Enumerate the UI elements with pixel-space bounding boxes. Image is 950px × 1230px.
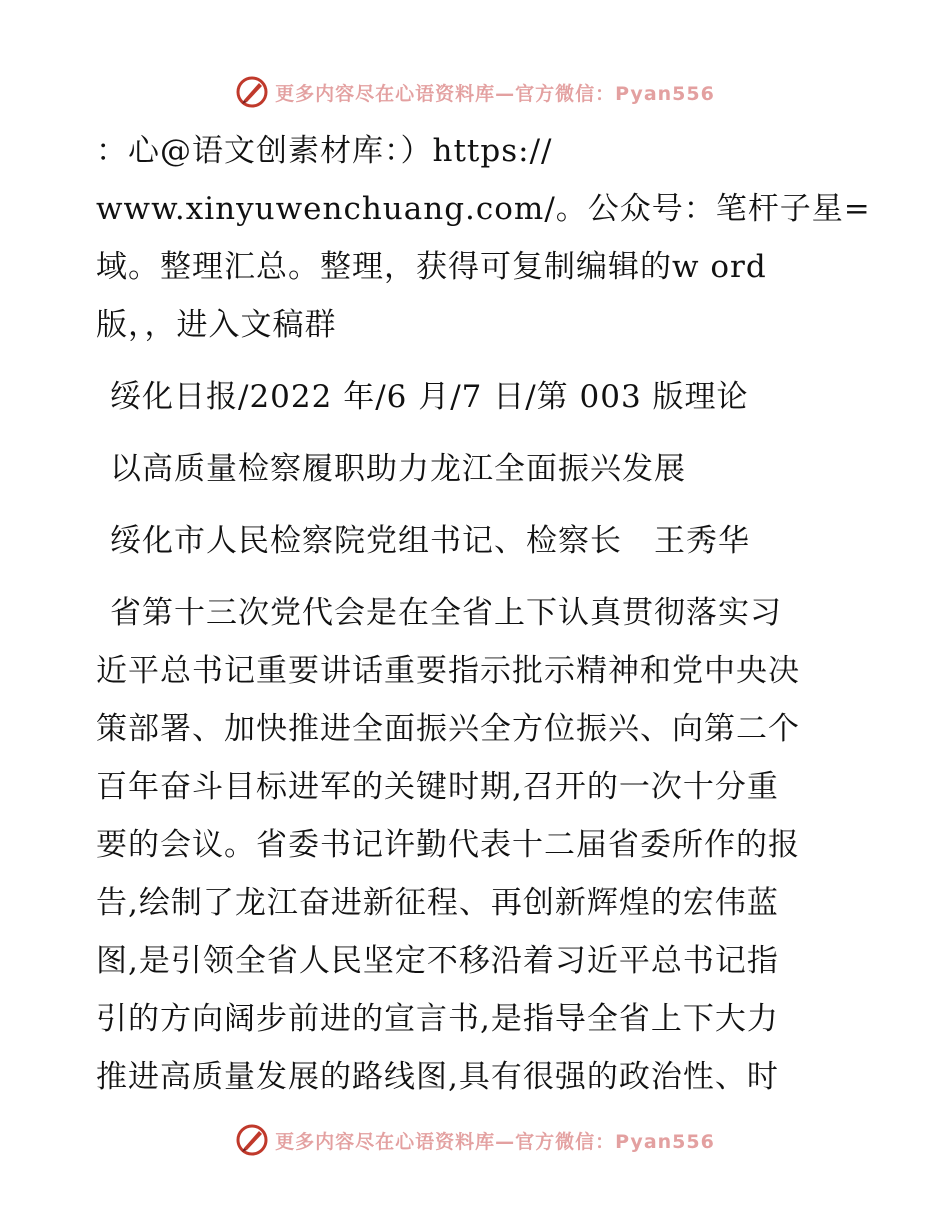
author-line: 绥化市人民检察院党组书记、检察长 王秀华	[110, 523, 750, 559]
body-line: 百年奋斗目标进军的关键时期,召开的一次十分重	[96, 769, 779, 805]
footer-banner-text: 更多内容尽在心语资料库—官方微信：Pyan556	[275, 1130, 715, 1153]
body-line: 推进高质量发展的路线图,具有很强的政治性、时	[96, 1059, 779, 1095]
footer-banner	[0, 1120, 950, 1160]
source-line: 绥化日报/2022 年/6 月/7 日/第 003 版理论	[110, 379, 749, 415]
article-title: 以高质量检察履职助力龙江全面振兴发展	[110, 451, 686, 487]
quill-pen-logo-icon	[235, 1123, 269, 1157]
intro-line: ：心@语文创素材库：）https://	[96, 133, 553, 169]
intro-line: www.xinyuwenchuang.com/。公众号：笔杆子星=	[96, 191, 871, 227]
header-banner-text: 更多内容尽在心语资料库—官方微信：Pyan556	[275, 82, 715, 105]
quill-pen-logo-icon	[235, 75, 269, 109]
intro-line: 版，，进入文稿群	[96, 307, 337, 343]
header-banner	[0, 72, 950, 112]
body-line: 告,绘制了龙江奋进新征程、再创新辉煌的宏伟蓝	[96, 885, 779, 921]
intro-line: 域。整理汇总。整理，获得可复制编辑的w ord	[96, 249, 767, 285]
body-line: 要的会议。省委书记许勤代表十二届省委所作的报	[96, 827, 800, 863]
body-line: 策部署、加快推进全面振兴全方位振兴、向第二个	[96, 711, 800, 747]
body-line: 省第十三次党代会是在全省上下认真贯彻落实习	[110, 595, 782, 631]
body-line: 图,是引领全省人民坚定不移沿着习近平总书记指	[96, 943, 779, 979]
body-line: 引的方向阔步前进的宣言书,是指导全省上下大力	[96, 1001, 779, 1037]
body-line: 近平总书记重要讲话重要指示批示精神和党中央决	[96, 653, 800, 689]
document-body	[96, 122, 876, 1106]
